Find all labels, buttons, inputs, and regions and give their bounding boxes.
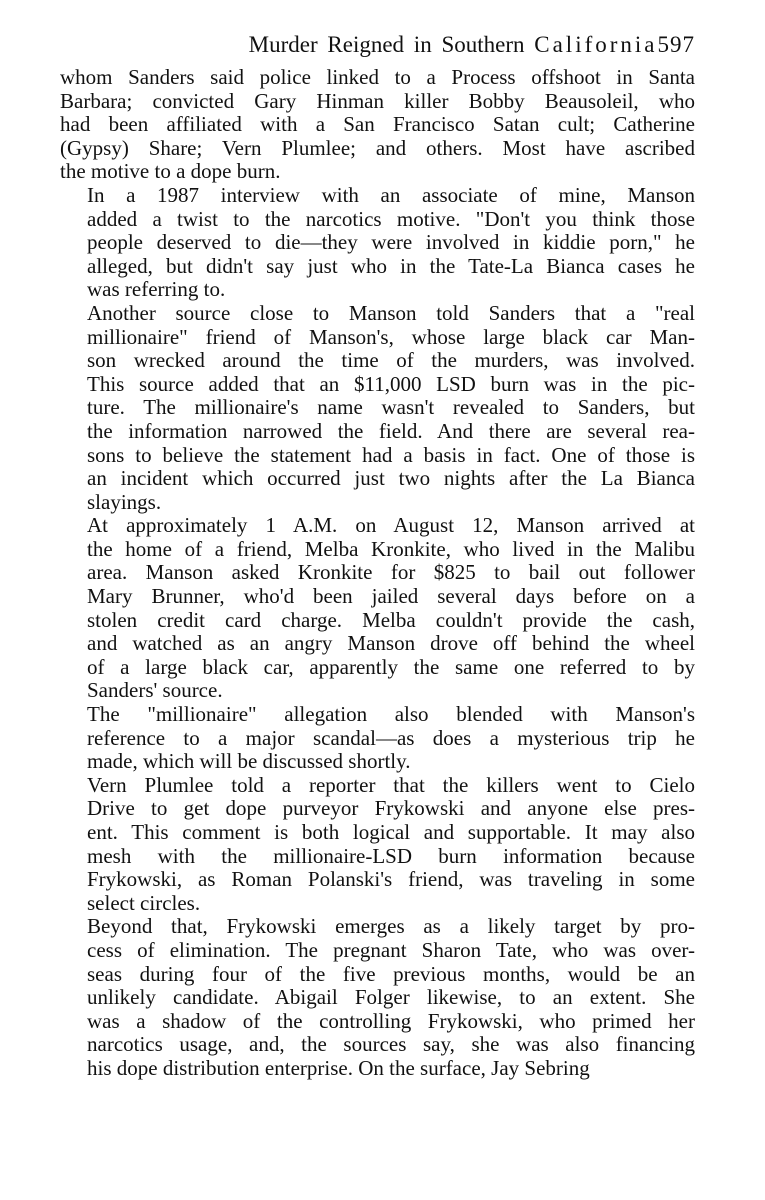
text-line: At approximately 1 A.M. on August 12, Manson arrived at <box>87 513 695 538</box>
text-line: The "millionaire" allegation also blended with Manson's <box>87 702 695 727</box>
text-line: ture. The millionaire's name wasn't revealed to Sanders, but <box>87 395 695 420</box>
paragraph <box>60 66 695 184</box>
text-line: (Gypsy) Share; Vern Plumlee; and others. Most have ascribed <box>60 135 695 160</box>
text-line: an incident which occurred just two nights after the La Bianca <box>87 466 695 491</box>
text-line: was referring to. <box>87 277 226 302</box>
paragraph <box>60 774 695 916</box>
text-line: Barbara; convicted Gary Hinman killer Bobby Beausoleil, who <box>60 88 695 113</box>
text-line: Mary Brunner, who'd been jailed several days before on a <box>87 584 695 609</box>
text-line: sons to believe the statement had a basis in fact. One of those is <box>87 442 695 467</box>
text-line: millionaire" friend of Manson's, whose large black car Man- <box>87 324 695 349</box>
text-line: and watched as an angry Manson drove off behind the wheel <box>87 631 695 656</box>
text-line: In a 1987 interview with an associate of mine, Manson <box>87 182 695 207</box>
text-line: unlikely candidate. Abigail Folger likewise, to an extent. She <box>87 985 695 1010</box>
text-line: select circles. <box>87 890 201 915</box>
text-line: added a twist to the narcotics motive. "Don't you think those <box>87 206 695 231</box>
body-text <box>60 66 695 1081</box>
text-line: of a large black car, apparently the same one referred to by <box>87 654 695 679</box>
text-line: This source added that an $11,000 LSD burn was in the pic- <box>87 371 695 396</box>
text-line: Drive to get dope purveyor Frykowski and anyone else pres- <box>87 796 695 821</box>
running-head <box>60 30 695 66</box>
text-line: Another source close to Manson told Sanders that a "real <box>87 300 695 325</box>
text-line: Vern Plumlee told a reporter that the killers went to Cielo <box>87 772 695 797</box>
text-line: the home of a friend, Melba Kronkite, who lived in the Malibu <box>87 536 695 561</box>
text-line: reference to a major scandal—as does a mysterious trip he <box>87 725 695 750</box>
page-number: 597 <box>657 32 695 57</box>
text-line: Beyond that, Frykowski emerges as a likely target by pro- <box>87 914 695 939</box>
text-line: mesh with the millionaire-LSD burn information because <box>87 843 695 868</box>
text-line: had been affiliated with a San Francisco Satan cult; Catherine <box>60 112 695 137</box>
text-line: was a shadow of the controlling Frykowski, who primed her <box>87 1008 695 1033</box>
paragraph <box>60 915 695 1080</box>
text-line: Sanders' source. <box>87 678 223 703</box>
text-line: slayings. <box>87 489 162 514</box>
text-line: alleged, but didn't say just who in the Tate-La Bianca cases he <box>87 253 695 278</box>
paragraph <box>60 703 695 774</box>
text-line: people deserved to die—they were involved in kiddie porn," he <box>87 230 695 255</box>
text-line: Frykowski, as Roman Polanski's friend, was traveling in some <box>87 867 695 892</box>
text-line: cess of elimination. The pregnant Sharon Tate, who was over- <box>87 937 695 962</box>
paragraph <box>60 184 695 302</box>
book-page <box>60 30 695 1081</box>
text-line: his dope distribution enterprise. On the surface, Jay Sebring <box>87 1055 590 1080</box>
text-line: whom Sanders said police linked to a Process offshoot in Santa <box>60 65 695 89</box>
running-head-title-spaced: California <box>534 32 658 57</box>
text-line: stolen credit card charge. Melba couldn't provide the cash, <box>87 607 695 632</box>
text-line: ent. This comment is both logical and supportable. It may also <box>87 820 695 844</box>
text-line: seas during four of the five previous months, would be an <box>87 961 695 986</box>
text-line: son wrecked around the time of the murders, was involved. <box>87 348 695 373</box>
text-line: the motive to a dope burn. <box>60 159 281 184</box>
paragraph <box>60 302 695 514</box>
paragraph <box>60 514 695 703</box>
text-line: narcotics usage, and, the sources say, she was also financing <box>87 1032 695 1057</box>
running-head-title <box>249 30 658 60</box>
text-line: made, which will be discussed shortly. <box>87 749 411 774</box>
text-line: the information narrowed the field. And there are several rea- <box>87 418 695 443</box>
running-head-title-text: Murder Reigned in Southern <box>248 32 535 57</box>
text-line: area. Manson asked Kronkite for $825 to bail out follower <box>87 560 695 585</box>
